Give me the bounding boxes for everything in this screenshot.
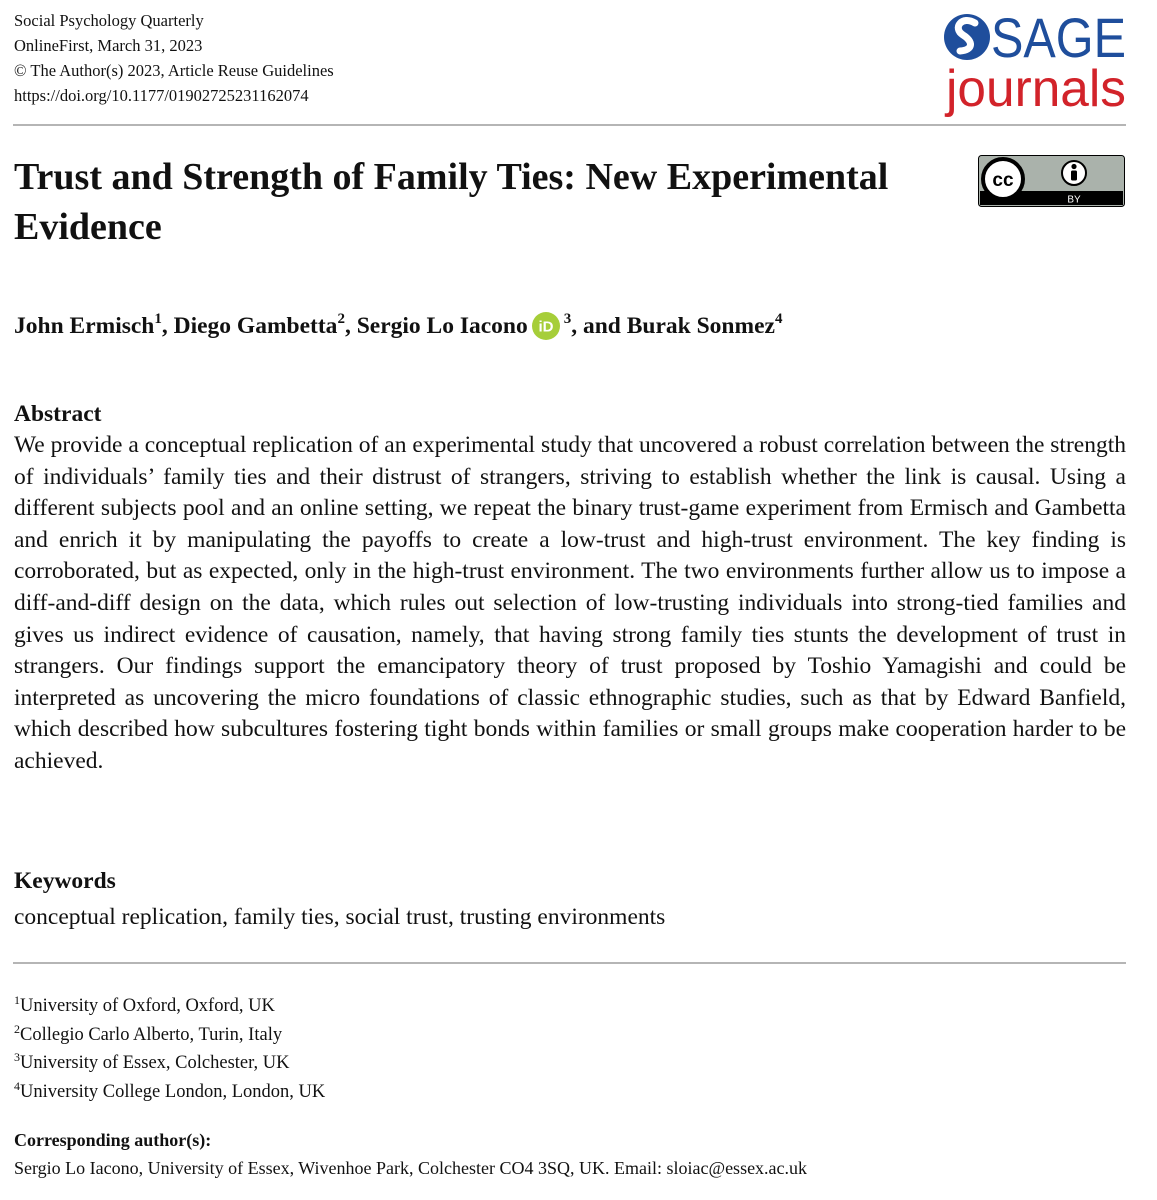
doi-link[interactable]: https://doi.org/10.1177/01902725231162074 (14, 86, 309, 105)
author-affiliation-number: 3 (563, 311, 572, 327)
keywords-heading: Keywords (14, 868, 116, 894)
svg-text:BY: BY (1067, 194, 1081, 206)
svg-text:iD: iD (538, 318, 554, 336)
affiliation-item (14, 1021, 325, 1050)
article-title: Trust and Strength of Family Ties: New Experimental Evidence (14, 156, 889, 248)
header-divider (13, 124, 1126, 126)
journals-logo-text: journals (944, 60, 1126, 118)
footnote-divider (13, 962, 1126, 964)
author-list (14, 306, 782, 353)
author-name[interactable]: Diego Gambetta (173, 313, 338, 339)
journal-name: Social Psychology Quarterly (14, 11, 204, 30)
affiliation-text: University College London, London, UK (20, 1081, 326, 1102)
affiliation-item (14, 992, 325, 1021)
author-separator: , and (571, 313, 627, 339)
cc-by-license-badge[interactable] (978, 155, 1125, 207)
affiliation-text: University of Oxford, Oxford, UK (20, 996, 275, 1016)
author-separator: , (161, 313, 174, 339)
online-first-date: OnlineFirst, March 31, 2023 (14, 36, 203, 55)
affiliation-text: Collegio Carlo Alberto, Turin, Italy (20, 1024, 283, 1045)
author-name[interactable]: Burak Sonmez (626, 313, 775, 339)
affiliation-number: 3 (14, 1050, 20, 1064)
orcid-icon[interactable] (532, 312, 560, 353)
affiliation-item (14, 1049, 325, 1078)
affiliation-number: 1 (14, 993, 20, 1007)
author-separator: , (344, 313, 357, 339)
corresponding-author-heading: Corresponding author(s): (14, 1130, 212, 1150)
affiliation-number: 4 (14, 1078, 20, 1093)
sage-journals-logo (940, 2, 1140, 120)
sage-logo-text: SAGE (991, 6, 1126, 69)
author-affiliation-number: 4 (774, 311, 783, 327)
abstract-text: We provide a conceptual replication of an experimental study that uncovered a robust correlation between the strength of individuals’ family ties and their distrust of strangers, striving to establish whether the link is causal. Using a different subjects pool and an online setting, we repeat the binary trust-game experiment from Ermisch and Gambetta and enrich it by manipulating the payoffs to create a low-trust and high-trust environment. The key finding is corroborated, but as expected, only in the high-trust environment. The two environments further allow us to impose a diff-and-diff design on the data, which rules out selection of low-trusting individuals into strong-tied families and gives us indirect evidence of causation, namely, that having strong family ties stunts the development of trust in strangers. Our findings support the emancipatory theory of trust proposed by Toshio Yamagishi and could be interpreted as uncovering the micro foundations of classic ethnographic studies, such as that by Edward Banfield, which described how subcultures fostering tight bonds within families or small groups make cooperation harder to be achieved. (14, 432, 1126, 774)
svg-text:cc: cc (992, 170, 1014, 191)
affiliation-text: University of Essex, Colchester, UK (20, 1053, 290, 1073)
author-name[interactable]: John Ermisch (14, 313, 155, 339)
author-affiliation-number: 2 (337, 311, 345, 327)
author-name[interactable]: Sergio Lo Iacono (356, 313, 528, 339)
abstract-heading: Abstract (14, 401, 102, 427)
affiliation-item (14, 1078, 325, 1107)
author-affiliation-number: 1 (154, 311, 162, 327)
affiliations-list (14, 992, 325, 1106)
copyright-line[interactable]: © The Author(s) 2023, Article Reuse Guidelines (14, 61, 334, 80)
corresponding-author-details: Sergio Lo Iacono, University of Essex, Wivenhoe Park, Colchester CO4 3SQ, UK. Email: sloiac@essex.ac.uk (14, 1158, 808, 1178)
keywords-text: conceptual replication, family ties, social trust, trusting environments (14, 904, 666, 930)
affiliation-number: 2 (14, 1021, 20, 1036)
journal-metadata (14, 8, 334, 108)
